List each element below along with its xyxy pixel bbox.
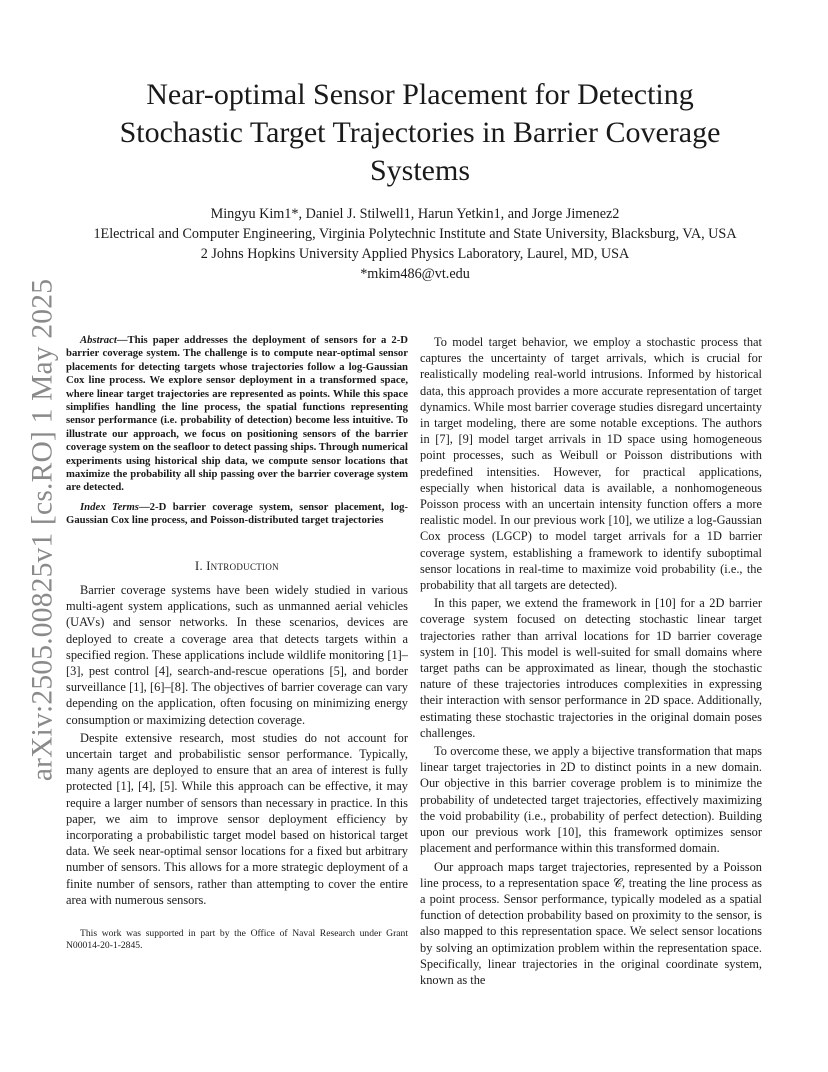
abstract-label: Abstract (80, 334, 117, 346)
body-paragraph-4: Our approach maps target trajectories, represented by a Poisson line process, to a representation space 𝒞, treating the line process as a point process. Sensor performance, typically modeled as a spatial function of detection probability based on proximity to the sensor, is also mapped to this representation space. We select sensor locations by solving an optimization problem within the representation space. Specifically, linear trajectories in the original coordinate system, known as the (420, 859, 762, 987)
paper-title (70, 76, 770, 190)
title-line: Stochastic Target Trajectories in Barrier Coverage (119, 116, 721, 149)
body-paragraph-2: In this paper, we extend the framework in [10] for a 2D barrier coverage system focused on detecting stochastic linear target trajectories rather than arrival locations for 1D barrier coverage system in [10]. This model is well-suited for small domains where target paths can be approximated as linear, though the stochastic nature of these trajectories introduces complexities in expressing their interaction with sensor performance in 2D space. Additionally, estimating these stochastic trajectories in the original domain poses challenges. (420, 596, 762, 740)
index-terms-label: Index Terms (80, 500, 139, 513)
title-line: Near-optimal Sensor Placement for Detecting (146, 78, 694, 111)
affiliation-2: 2 Johns Hopkins University Applied Physics Laboratory, Laurel, MD, USA (200, 246, 630, 262)
right-column (420, 334, 762, 988)
abstract-text: —This paper addresses the deployment of sensors for a 2-D barrier coverage system. The challenge is to compute near-optimal sensor placements for detecting targets whose trajectories follow a log-Gaussian Cox line process. We explore sensor deployment in a transformed space, where linear target trajectories are represented as points. While this space simplifies handling the line process, the spatial functions representing sensor performance (i.e. probability of detection) become less intuitive. To illustrate our approach, we focus on positioning sensors of the barrier coverage system on the seafloor to detect passing ships. Through numerical experiments using historical ship data, we compute sensor locations that maximize the probability all ship passing over the barrier coverage system are detected. (66, 334, 408, 494)
intro-paragraph-2: Despite extensive research, most studies do not account for uncertain target and probabilistic sensor performance. Typically, many agents are deployed to ensure that an area of interest is fully protected [1], [4], [5]. While this approach can be effective, it may require a larger number of sensors than necessary in practice. In this paper, we aim to improve sensor deployment efficiency by incorporating a probabilistic target model based on historical target data. We seek near-optimal sensor locations for a fixed but arbitrary number of sensors. This allows for a more strategic deployment of a finite number of sensors, rather than attempting to cover the entire area with numerous sensors. (66, 730, 408, 907)
affiliation-1: 1Electrical and Computer Engineering, Virginia Polytechnic Institute and State University, Blacksburg, VA, USA (93, 226, 737, 242)
author-names: Mingyu Kim1*, Daniel J. Stilwell1, Harun Yetkin1, and Jorge Jimenez2 (210, 206, 620, 222)
body-paragraph-3: To overcome these, we apply a bijective transformation that maps linear target trajectories in 2D to distinct points in a new domain. Our objective in this barrier coverage problem is to minimize the probability of undetected target trajectories, effectively maximizing the void probability (i.e., probability of perfect detection). Building upon our previous work [10], this framework optimizes sensor placement and performance within this transformed domain. (420, 744, 762, 856)
left-column (66, 334, 408, 953)
title-line: Systems (369, 154, 471, 187)
arxiv-stamp (20, 278, 66, 782)
funding-footnote: This work was supported in part by the Office of Naval Research under Grant N00014-20-1-2845. (66, 927, 408, 952)
index-terms-text: —2-D barrier coverage system, sensor placement, log-Gaussian Cox line process, and Poisson-distributed target trajectories (66, 500, 408, 527)
section-heading: I. Introduction (195, 558, 279, 573)
intro-paragraph-1: Barrier coverage systems have been widely studied in various multi-agent system applications, such as unmanned aerial vehicles (UAVs) and sensor networks. In these scenarios, devices are deployed to create a coverage area that detects targets within a specified region. These applications include wildlife monitoring [1]–[3], pest control [4], search-and-rescue operations [5], and border surveillance [1], [6]–[8]. The objectives of barrier coverage can vary depending on the application, often focusing on minimizing energy consumption or maximizing detection coverage. (66, 582, 408, 727)
index-terms (66, 501, 408, 528)
arxiv-identifier: arXiv:2505.00825v1 [cs.RO] 1 May 2025 (26, 278, 59, 782)
body-paragraph-1: To model target behavior, we employ a stochastic process that captures the uncertainty of target arrivals, which is crucial for realistically modeling real-world intrusions. Informed by historical data, this approach provides a more accurate representation of target dynamics. While most barrier coverage studies disregard uncertainty in target modeling, there are some notable exceptions. The authors in [7], [9] model target arrivals in 1D space using homogeneous point processes, such as Weibull or Poisson distributions with predefined intensities. However, for practical applications, especially when historical data is available, a nonhomogeneous Poisson process with an uncertain intensity function offers a more realistic model. In our previous work [10], we utilize a log-Gaussian Cox process (LGCP) to model target arrivals for a 1D barrier coverage system, establishing a framework to identify suboptimal sensor locations in real-time to maximize void probability (i.e., the probability that all targets are detected). (420, 335, 762, 593)
abstract (66, 334, 408, 495)
author-block (60, 204, 770, 284)
corresponding-email: *mkim486@vt.edu (360, 266, 470, 282)
